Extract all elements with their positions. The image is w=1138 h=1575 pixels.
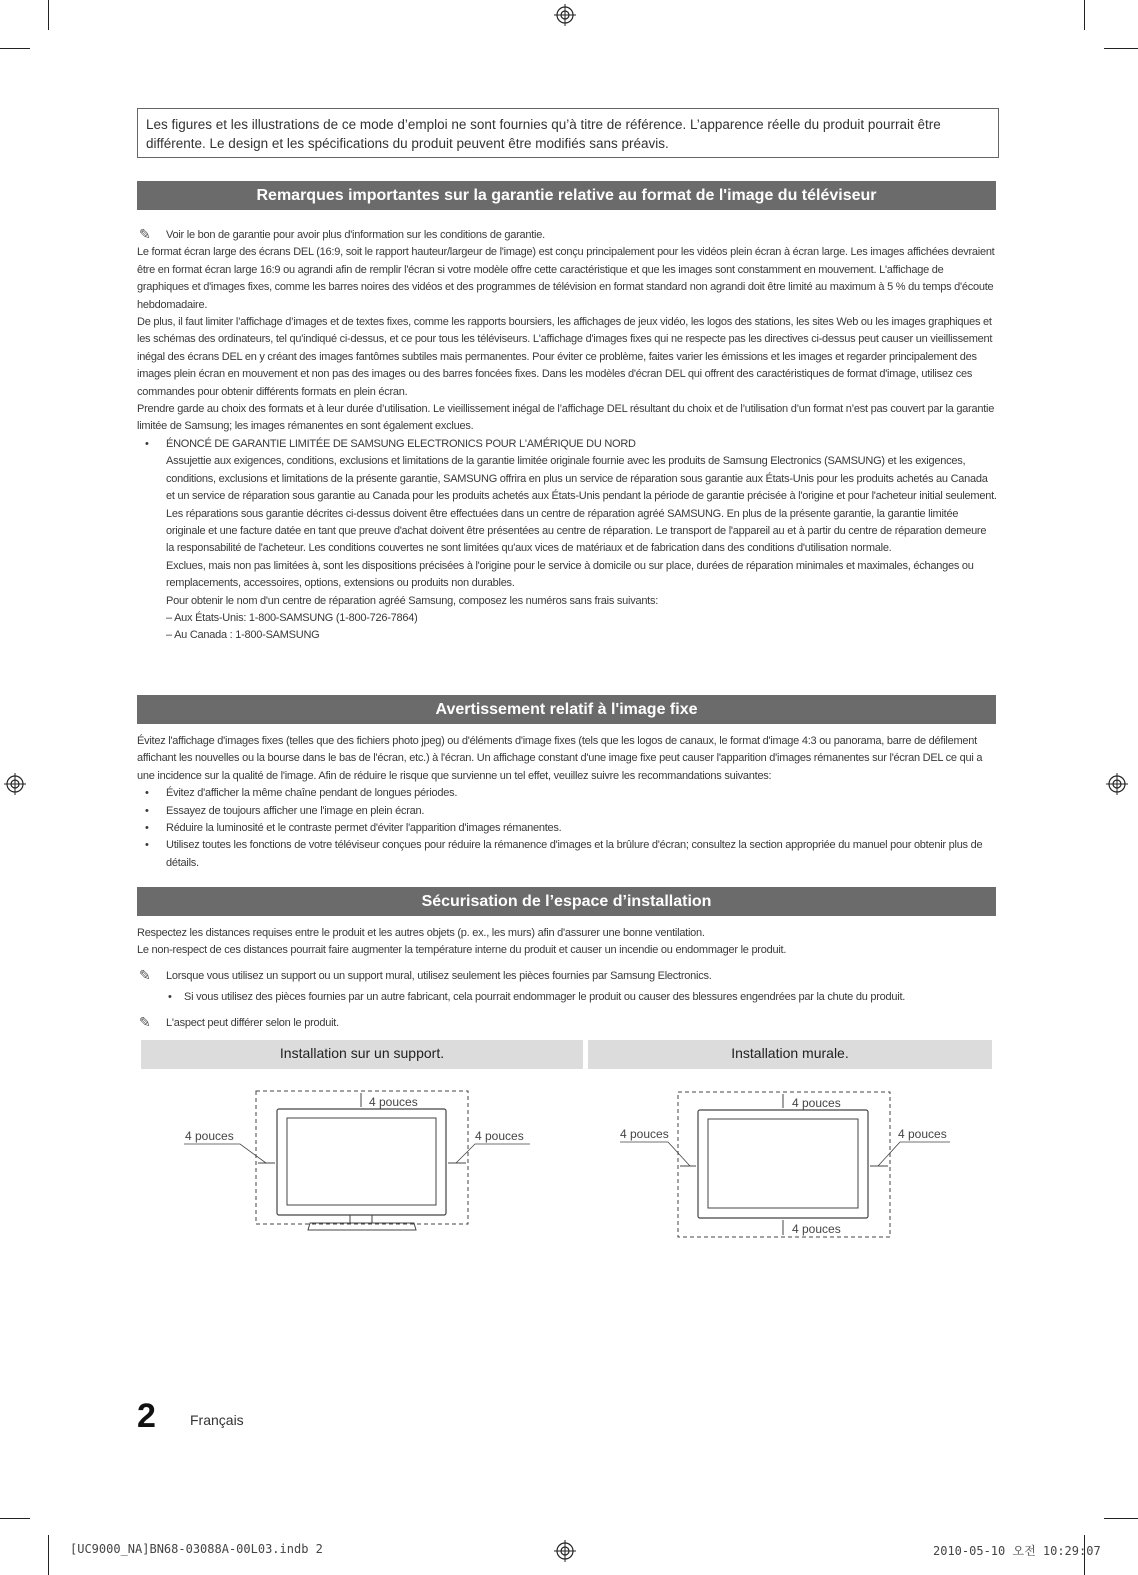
print-slug-timestamp: 2010-05-10 오전 10:29:07 [933,1544,1101,1558]
pencil-note-icon: ✎ [139,226,151,242]
paragraph: Les réparations sous garantie décrites ci-dessus doivent être effectuées dans un centre de réparation agréé SAMSUNG. En plus de la présente garantie, la garantie limitée originale et une facture datée en tant que preuve d'achat doivent être présentées au centre de réparation. Le transport de l'appareil au et à partir du centre de réparation demeure la responsabilité de l'acheteur. Les conditions couvertes ne sont limitées qu'aux vices de matériaux et de fabrication dans des conditions d'utilisation normale. [166,507,987,555]
tv-screen [708,1119,858,1208]
crop-mark [1084,0,1085,30]
bullet-item: • Essayez de toujours afficher une l'image en plein écran. [137,803,997,820]
page-language: Français [190,1412,244,1428]
wall-installation-diagram [610,1080,970,1245]
phone-us: – Aux États-Unis: 1-800-SAMSUNG (1-800-726-7864) [166,611,418,624]
note-aspect [137,1015,997,1032]
reference-notice: Les figures et les illustrations de ce mode d’emploi ne sont fournies qu’à titre de référence. L’apparence réelle du produit pourrait être différente. Le design et les spécifications du produit peuvent être modifiés sans préavis. [137,108,999,158]
section-header-installation: Sécurisation de l’espace d’installation [137,887,996,916]
tv-bezel [698,1110,868,1218]
distance-label-right: 4 pouces [475,1129,524,1143]
distance-label-top: 4 pouces [792,1096,841,1110]
section-header-warranty: Remarques importantes sur la garantie relative au format de l'image du téléviseur [137,181,996,210]
note-text: Lorsque vous utilisez un support ou un support mural, utilisez seulement les pièces fournies par Samsung Electronics. [166,969,712,982]
stand-installation-diagram [170,1080,550,1240]
pencil-note-icon: ✎ [139,966,151,983]
crop-mark [0,1518,30,1519]
bullet-item: • Utilisez toutes les fonctions de votre téléviseur conçues pour réduire la rémanence d'images et la brûlure d'écran; consultez la section appropriée du manuel pour obtenir plus de détails. [137,837,997,872]
distance-label-top: 4 pouces [369,1095,418,1109]
page-number: 2 [137,1397,156,1435]
bullet-item: • Réduire la luminosité et le contraste permet d'éviter l'apparition d'images rémanentes. [137,820,997,837]
paragraph: Le format écran large des écrans DEL (16:9, soit le rapport hauteur/largeur de l'image) est conçu principalement pour les vidéos plein écran à écran large. Les images affichées devraient être en format écran large 16:9 ou agrandi afin de remplir l'écran si votre modèle offre cette caractéristique et que les images sont constamment en mouvement. L'affichage de graphiques et d'images fixes, comme les barres noires des vidéos et des programmes de télévision en format standard non agrandi doit être limité au maximum à 5 % du temps d'écoute hebdomadaire. [137,246,995,311]
section-header-still-image: Avertissement relatif à l'image fixe [137,695,996,724]
section-body-installation [137,925,997,1032]
section-body-warranty [137,227,997,645]
bullet-item: • ÉNONCÉ DE GARANTIE LIMITÉE DE SAMSUNG ELECTRONICS POUR L'AMÉRIQUE DU NORD [137,436,997,453]
paragraph: Pour obtenir le nom d'un centre de réparation agréé Samsung, composez les numéros sans frais suivants: [166,594,659,607]
crop-mark [1104,1518,1138,1519]
phone-canada: – Au Canada : 1-800-SAMSUNG [166,629,320,642]
bullet-dot: • [168,991,172,1004]
tv-screen [287,1118,436,1205]
note-text: Si vous utilisez des pièces fournies par un autre fabricant, cela pourrait endommager le produit ou causer des blessures engendrées par la chute du produit. [184,991,906,1004]
stand-installation-title: Installation sur un support. [141,1040,583,1069]
paragraph: Respectez les distances requises entre le produit et les autres objets (p. ex., les murs) afin d'assurer une bonne ventilation. [137,927,705,939]
crop-mark [48,0,49,30]
paragraph: Assujettie aux exigences, conditions, exclusions et limitations de la garantie limitée originale fournie avec les produits de Samsung Electronics (SAMSUNG) et les exigences, conditions, exclusions et limitations de la présente garantie, SAMSUNG offrira en plus un service de réparation sous garantie aux États-Unis pour les produits achetés au Canada et un service de réparation sous garantie au Canada pour les produits achetés aux États-Unis pendant la période de garantie précisée à l'origine et pour l'acheteur initial seulement. [166,455,997,503]
leader-line [184,1144,266,1163]
leader-line [456,1144,530,1163]
note-sub-bullet [137,989,997,1006]
registration-mark-icon [4,773,26,795]
distance-label-left: 4 pouces [620,1127,669,1141]
crop-mark [1104,48,1138,49]
distance-label-bottom: 4 pouces [792,1222,841,1236]
paragraph: Exclues, mais non pas limitées à, sont les dispositions précisées à l'origine pour le service à domicile ou sur place, durées de réparation minimales et maximales, échanges ou remplacements, accessoires, options, extensions ou produits non durables. [166,559,974,590]
pencil-note-icon: ✎ [139,1013,151,1030]
distance-label-left: 4 pouces [185,1129,234,1143]
note-text: Voir le bon de garantie pour avoir plus d'information sur les conditions de garantie. [166,229,545,241]
note-support [137,968,997,985]
note-text: L'aspect peut différer selon le produit. [166,1016,339,1029]
crop-mark [48,1535,49,1575]
paragraph: Évitez l'affichage d'images fixes (telles que des fichiers photo jpeg) ou d'éléments d'image fixes (tels que les logos de canaux, le format d'image 4:3 ou panorama, barre de défilement affichant les nouvelles ou la bourse dans le bas de l'écran, etc.) à l'écran. Un affichage constant d'une image fixe peut causer l'apparition d'images rémanentes sur l'écran DEL ce qui a une incidence sur la qualité de l'image. Afin de réduire le risque que survienne un tel effet, veuillez suivre les recommandations suivantes: [137,735,983,782]
tv-bezel [277,1109,446,1215]
bullet-item: • Évitez d'afficher la même chaîne pendant de longues périodes. [137,785,997,802]
leader-line [620,1142,690,1166]
crop-mark [0,48,30,49]
print-slug-file: [UC9000_NA]BN68-03088A-00L03.indb 2 [70,1542,323,1556]
paragraph: De plus, il faut limiter l’affichage d’images et de textes fixes, comme les rapports boursiers, les affichages de jeux vidéo, les logos des stations, les sites Web ou les images graphiques et les schémas des ordinateurs, tel qu'indiqué ci-dessus, et ce pour tous les téléviseurs. L'affichage d'images fixes qui ne respecte pas les directives ci-dessus peut causer un vieillissement inégal des écrans DEL en y créant des images fantômes subtiles mais permanentes. Pour éviter ce problème, faites varier les émissions et les images et regarder principalement des images plein écran en mouvement et non pas des images ou des barres foncées fixes. Dans les modèles d'écran DEL qui offrent des caractéristiques de format d'image, utilisez ces commandes pour obtenir différents formats en plein écran. [137,316,993,398]
registration-mark-icon [554,4,576,26]
leader-line [878,1142,950,1166]
tv-neck [350,1215,372,1223]
paragraph: Le non-respect de ces distances pourrait faire augmenter la température interne du produit et causer un incendie ou endommager le produit. [137,944,787,957]
distance-label-right: 4 pouces [898,1127,947,1141]
wall-installation-title: Installation murale. [588,1040,992,1069]
paragraph: Prendre garde au choix des formats et à leur durée d’utilisation. Le vieillissement inégal de l’affichage DEL résultant du choix et de l’utilisation d’un format n’est pas couvert par la garantie limitée de Samsung; les images rémanentes en sont également exclues. [137,403,995,433]
section-body-still-image [137,733,997,872]
registration-mark-icon [554,1540,576,1562]
registration-mark-icon [1106,773,1128,795]
note-warranty [137,227,997,244]
